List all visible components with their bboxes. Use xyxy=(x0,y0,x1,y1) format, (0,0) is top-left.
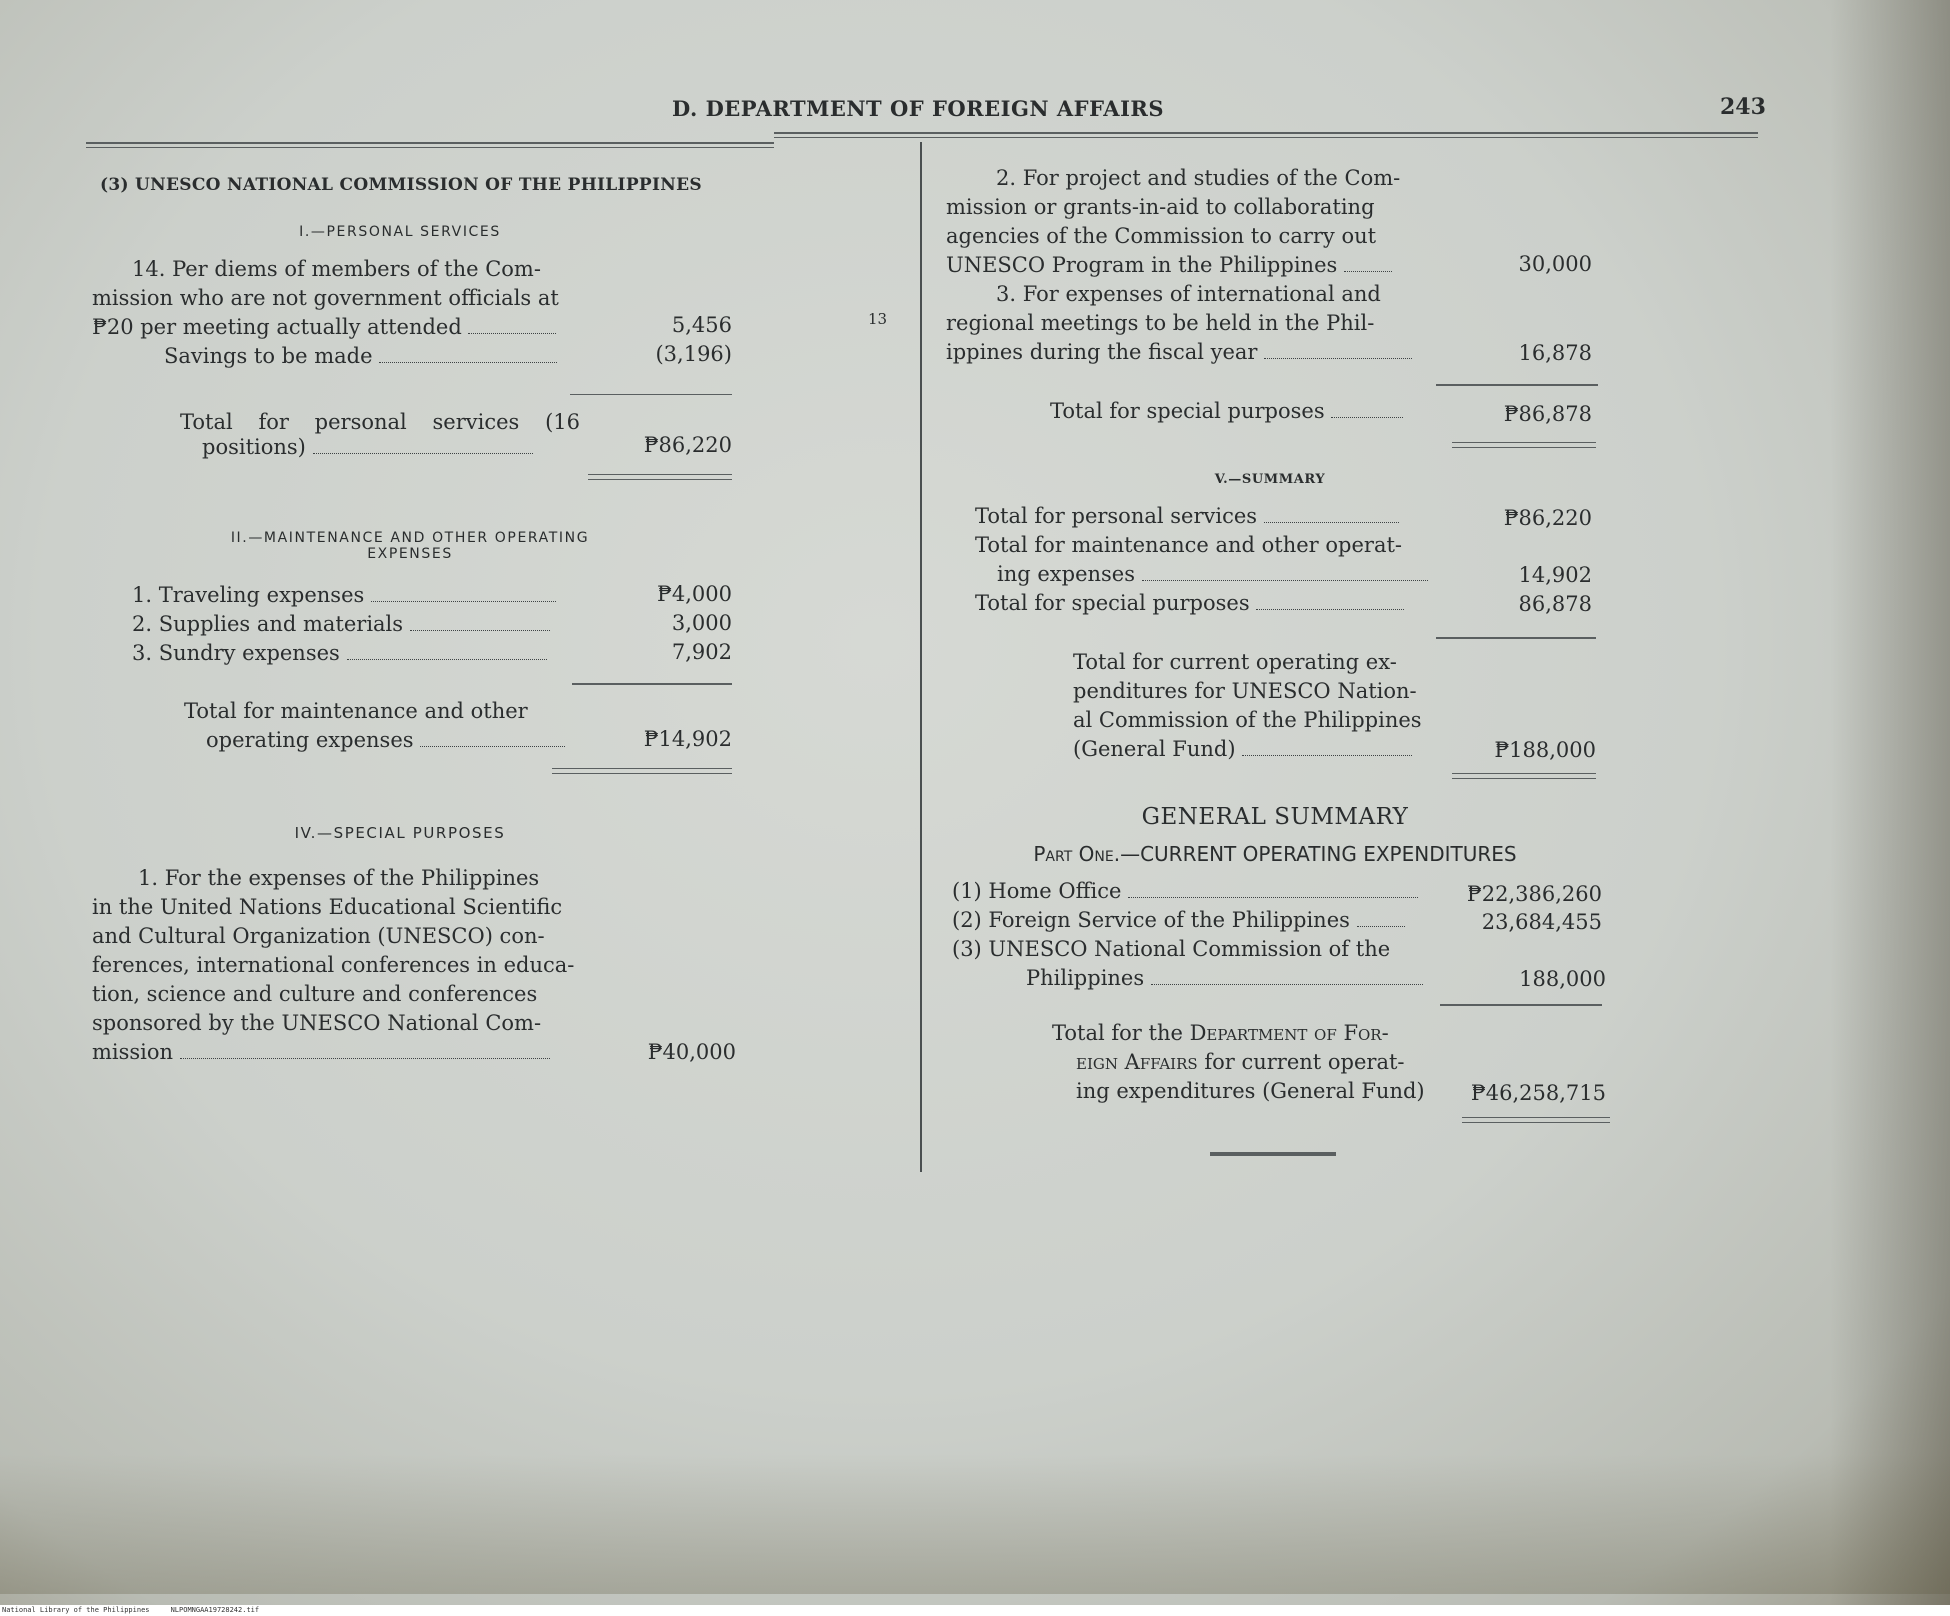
header-rule-right xyxy=(774,132,1758,134)
section-title: (3) UNESCO NATIONAL COMMISSION OF THE PHILIPPINES xyxy=(100,175,702,195)
special-item-1-line: 1. For the expenses of the Philippines xyxy=(138,866,540,890)
footer-file: NLPOMNGAA19728242.tif xyxy=(170,1606,260,1614)
leader-dots xyxy=(371,600,556,602)
summary-special xyxy=(975,589,1435,618)
maintenance-item-2-label: 2. Supplies and materials xyxy=(132,612,404,636)
savings-label: Savings to be made xyxy=(164,344,373,368)
special-item-3-line: 3. For expenses of international and xyxy=(996,282,1381,306)
maintenance-heading xyxy=(180,530,640,562)
general-summary-items xyxy=(952,877,1452,993)
special-item-3-last xyxy=(946,338,1431,367)
special-item-1 xyxy=(92,864,577,1067)
leader-dots xyxy=(1151,983,1423,985)
header-rule-left-2 xyxy=(86,147,774,148)
page-edge-shadow xyxy=(1830,0,1950,1605)
double-rule-b xyxy=(1462,1122,1610,1123)
summary-special-amount: 86,878 xyxy=(1518,592,1592,616)
department-total-line2 xyxy=(1052,1048,1447,1077)
department-total-line2-rest: for current operat- xyxy=(1197,1050,1405,1074)
special-item-2-last-text: UNESCO Program in the Philippines xyxy=(946,253,1338,277)
summary-maint-line1: Total for maintenance and other operat- xyxy=(975,533,1402,557)
header-rule-left xyxy=(86,142,774,144)
subtotal-rule xyxy=(572,683,732,685)
leader-dots xyxy=(180,1057,550,1059)
leader-dots xyxy=(1264,357,1412,359)
part-prefix: Part One. xyxy=(1033,842,1121,866)
leader-dots xyxy=(379,361,557,363)
special-item-3-last-text: ippines during the fiscal year xyxy=(946,340,1258,364)
special-total-line xyxy=(1050,397,1450,426)
subtotal-rule xyxy=(1440,1004,1602,1006)
double-rule-a xyxy=(1462,1117,1610,1118)
item-14-block xyxy=(92,255,592,371)
gs-item-2 xyxy=(952,906,1452,935)
summary-maint-line2 xyxy=(975,560,1435,589)
department-total-line1 xyxy=(1052,1019,1447,1048)
current-total-line: Total for current operating ex- xyxy=(1073,650,1397,674)
maintenance-total-line2 xyxy=(184,726,584,755)
item-14-line3 xyxy=(92,313,592,342)
current-total-last xyxy=(1073,735,1433,764)
summary-personal-label: Total for personal services xyxy=(975,504,1258,528)
header-rule-right-2 xyxy=(774,137,1758,138)
gs-item-3-line2-text: Philippines xyxy=(1026,966,1145,990)
leader-dots xyxy=(1264,521,1399,523)
double-rule-b xyxy=(1452,447,1596,448)
subtotal-rule xyxy=(1436,637,1596,639)
subtotal-rule xyxy=(1436,384,1598,386)
summary-maint-line2-text: ing expenses xyxy=(997,562,1136,586)
maintenance-item-1-label: 1. Traveling expenses xyxy=(132,583,365,607)
gs-item-2-label: (2) Foreign Service of the Philippines xyxy=(952,908,1350,932)
maintenance-item-3 xyxy=(132,639,592,668)
personal-total-line2-text: positions) xyxy=(202,435,306,459)
maintenance-items xyxy=(132,581,592,668)
special-item-1-line: tion, science and culture and conferences xyxy=(92,982,538,1006)
double-rule-b xyxy=(552,773,732,774)
special-item-1-line: ferences, international conferences in educa- xyxy=(92,953,575,977)
maintenance-total-line2-text: operating expenses xyxy=(206,728,414,752)
footer-source: National Library of the Philippines xyxy=(2,1606,150,1614)
maintenance-amount-1: ₱4,000 xyxy=(657,582,732,606)
summary-block xyxy=(975,502,1435,618)
summary-maint-amount: 14,902 xyxy=(1518,563,1592,587)
savings-line xyxy=(92,342,592,371)
double-rule-b xyxy=(1452,778,1596,779)
special-item-3-line: regional meetings to be held in the Phil- xyxy=(946,311,1375,335)
double-rule-a xyxy=(1452,773,1596,774)
leader-dots xyxy=(468,332,556,334)
leader-dots xyxy=(347,658,547,660)
item-14-line2: mission who are not government officials at xyxy=(92,286,559,310)
gs-item-1 xyxy=(952,877,1452,906)
subtotal-rule xyxy=(570,394,732,395)
general-summary-title: GENERAL SUMMARY xyxy=(1141,804,1409,830)
maintenance-total-line1: Total for maintenance and other xyxy=(184,699,528,723)
leader-dots xyxy=(313,452,533,454)
margin-number: 13 xyxy=(868,310,888,328)
special-total-amount: ₱86,878 xyxy=(1503,402,1592,426)
column-divider xyxy=(920,142,922,1172)
maintenance-amount-2: 3,000 xyxy=(671,611,732,635)
current-total-last-text: (General Fund) xyxy=(1073,737,1236,761)
page-bottom-shadow xyxy=(0,1454,1950,1594)
gs-item-1-label: (1) Home Office xyxy=(952,879,1122,903)
special-item-1-last xyxy=(92,1038,577,1067)
gs-item-3-line2 xyxy=(952,964,1452,993)
department-total-sc: Department of For- xyxy=(1189,1021,1389,1045)
leader-dots xyxy=(1142,579,1428,581)
scan-footer xyxy=(0,1605,1950,1616)
personal-services-heading: I.—PERSONAL SERVICES xyxy=(299,224,501,240)
leader-dots xyxy=(1242,754,1412,756)
department-total-pre: Total for the xyxy=(1052,1021,1190,1045)
current-total-line: penditures for UNESCO Nation- xyxy=(1073,679,1417,703)
double-rule-a xyxy=(1452,442,1596,443)
special-total-label: Total for special purposes xyxy=(1050,399,1325,423)
maintenance-amount-3: 7,902 xyxy=(671,640,732,664)
special-item-1-line: in the United Nations Educational Scientific xyxy=(92,895,563,919)
page-number: 243 xyxy=(1720,94,1766,120)
special-item-3-amount: 16,878 xyxy=(1518,341,1592,365)
maintenance-heading-line1: II.—MAINTENANCE AND OTHER OPERATING xyxy=(230,530,590,546)
savings-amount: (3,196) xyxy=(655,342,732,366)
special-item-2-line: agencies of the Commission to carry out xyxy=(946,224,1377,248)
maintenance-heading-line2: EXPENSES xyxy=(367,546,453,562)
double-rule-a xyxy=(588,474,732,475)
current-total-amount: ₱188,000 xyxy=(1494,738,1596,762)
special-item-1-line: and Cultural Organization (UNESCO) con- xyxy=(92,924,545,948)
leader-dots xyxy=(1331,416,1403,418)
department-total-line2-sc: eign Affairs xyxy=(1076,1050,1198,1074)
special-purposes-heading: IV.—SPECIAL PURPOSES xyxy=(294,824,506,842)
special-item-1-line: sponsored by the UNESCO National Com- xyxy=(92,1011,542,1035)
general-summary-part xyxy=(930,842,1620,866)
maintenance-total-amount: ₱14,902 xyxy=(643,727,732,751)
part-rest: —CURRENT OPERATING EXPENDITURES xyxy=(1120,842,1517,866)
gs-item-3-line1: (3) UNESCO National Commission of the xyxy=(952,937,1391,961)
personal-total-amount: ₱86,220 xyxy=(643,433,732,457)
item-14-amount: 5,456 xyxy=(671,313,732,337)
leader-dots xyxy=(1128,896,1418,898)
special-item-2-line: 2. For project and studies of the Com- xyxy=(996,166,1401,190)
special-item-2-last xyxy=(946,251,1431,280)
personal-total-line2 xyxy=(180,433,580,462)
department-total-amount: ₱46,258,715 xyxy=(1470,1081,1606,1105)
maintenance-item-3-label: 3. Sundry expenses xyxy=(132,641,340,665)
summary-special-label: Total for special purposes xyxy=(975,591,1250,615)
double-rule-b xyxy=(588,479,732,480)
maintenance-total-block xyxy=(184,697,584,755)
double-rule-a xyxy=(552,768,732,769)
summary-personal-amount: ₱86,220 xyxy=(1503,506,1592,530)
maintenance-item-2 xyxy=(132,610,592,639)
gs-item-2-amount: 23,684,455 xyxy=(1481,910,1602,934)
gs-item-3-amount: 188,000 xyxy=(1519,967,1606,991)
leader-dots xyxy=(420,745,565,747)
leader-dots xyxy=(410,629,550,631)
current-total-block xyxy=(1073,648,1433,764)
summary-heading: V.—SUMMARY xyxy=(1214,472,1326,487)
current-total-line: al Commission of the Philippines xyxy=(1073,708,1422,732)
special-item-2 xyxy=(946,164,1431,367)
running-header: D. DEPARTMENT OF FOREIGN AFFAIRS xyxy=(672,96,1165,121)
personal-total-line1: Total for personal services (16 xyxy=(180,410,580,434)
gs-item-1-amount: ₱22,386,260 xyxy=(1466,882,1602,906)
special-item-1-amount: ₱40,000 xyxy=(647,1040,736,1064)
item-14-line3-text: ₱20 per meeting actually attended xyxy=(92,315,462,339)
department-total-line3: ing expenditures (General Fund) xyxy=(1076,1079,1425,1103)
leader-dots xyxy=(1344,270,1392,272)
department-total-block xyxy=(1052,1019,1447,1106)
personal-total-block xyxy=(180,408,580,462)
summary-personal xyxy=(975,502,1435,531)
special-item-1-last-text: mission xyxy=(92,1040,174,1064)
maintenance-item-1 xyxy=(132,581,592,610)
leader-dots xyxy=(1357,925,1405,927)
leader-dots xyxy=(1256,608,1404,610)
item-14-line1: 14. Per diems of members of the Com- xyxy=(132,257,541,281)
end-rule xyxy=(1210,1152,1336,1156)
special-item-2-amount: 30,000 xyxy=(1518,252,1592,276)
special-item-2-line: mission or grants-in-aid to collaborating xyxy=(946,195,1375,219)
